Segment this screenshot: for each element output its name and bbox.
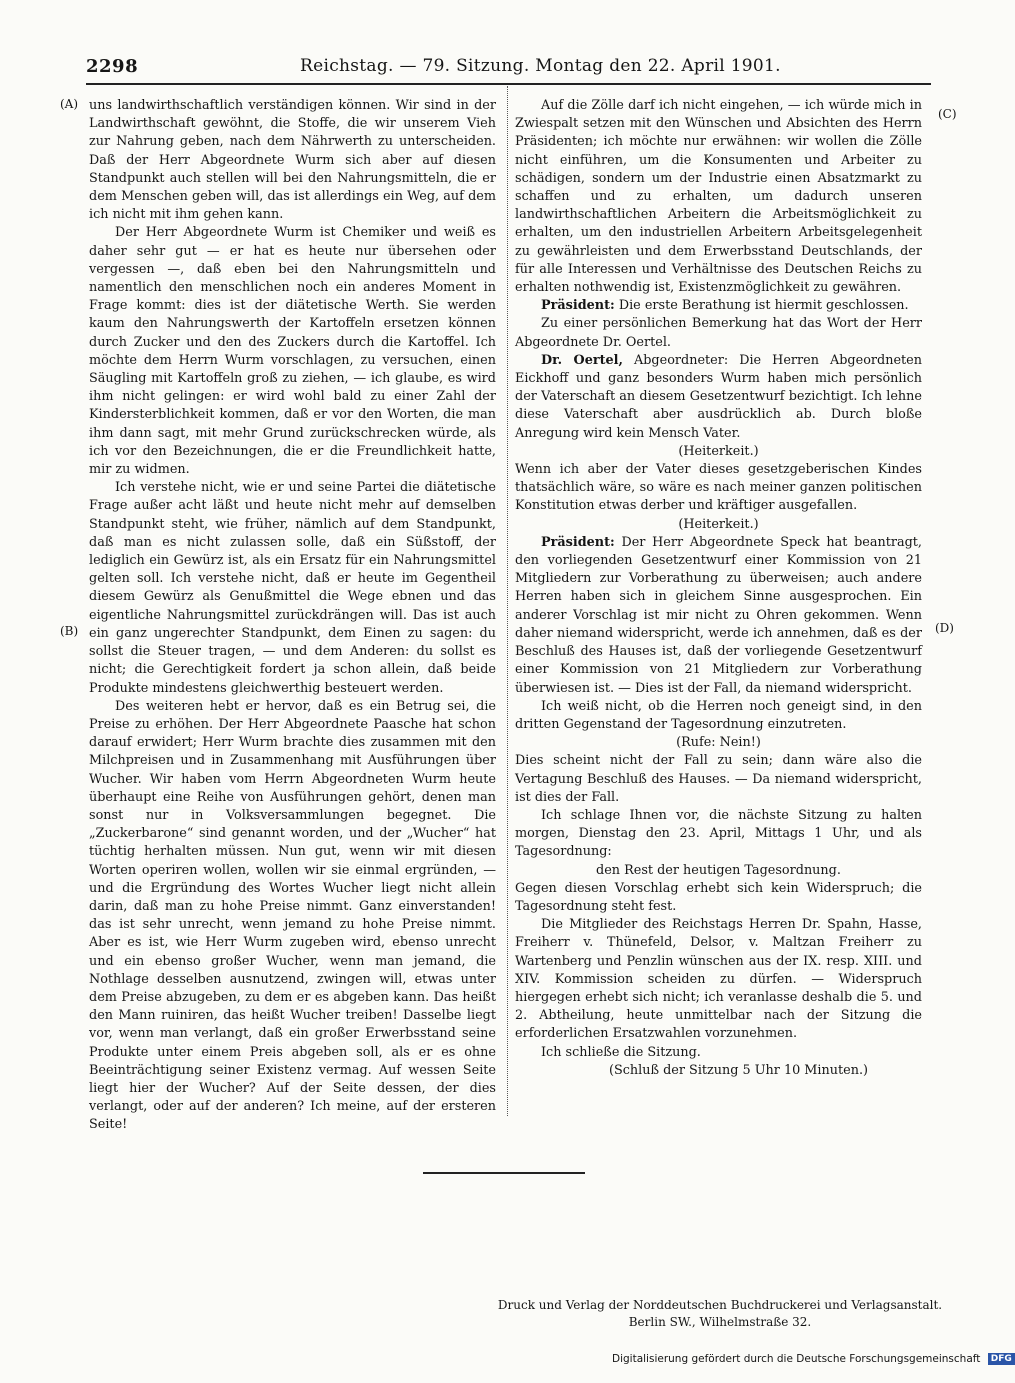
speaker-name: Dr. Oertel, bbox=[541, 352, 623, 368]
left-column bbox=[89, 97, 496, 1135]
paragraph-text: (Heiterkeit.) bbox=[678, 443, 759, 459]
header-rule bbox=[86, 83, 931, 85]
paragraph-text: Ich schließe die Sitzung. bbox=[541, 1044, 701, 1060]
paragraph bbox=[515, 534, 922, 698]
paragraph-text: (Schluß der Sitzung 5 Uhr 10 Minuten.) bbox=[608, 1062, 869, 1078]
paragraph-text: (Rufe: Nein!) bbox=[676, 735, 761, 751]
stage-direction bbox=[515, 1062, 922, 1080]
right-column bbox=[515, 97, 922, 1080]
paragraph bbox=[515, 461, 922, 516]
margin-mark-b: (B) bbox=[60, 624, 79, 638]
column-divider bbox=[507, 86, 508, 1116]
paragraph-text: Abgeordneter: Die Herren Abgeordneten Eickhoff und ganz besonders Wurm haben mich persönlich der Vaterschaft an diesem Gesetzentwurf bezichtigt. Ich lehne diese Vaterschaft aber ausdrücklich ab. Durch bloße Anregung wird kein Mensch Vater. bbox=[515, 352, 922, 441]
stage-direction bbox=[515, 734, 922, 752]
credit-text: Digitalisierung gefördert durch die Deutsche Forschungsgemeinschaft bbox=[612, 1353, 981, 1365]
paragraph bbox=[515, 698, 922, 734]
paragraph-text: Die erste Berathung ist hiermit geschlossen. bbox=[614, 298, 909, 314]
margin-mark-d: (D) bbox=[935, 621, 954, 635]
paragraph-text: Zu einer persönlichen Bemerkung hat das Wort der Herr Abgeordnete Dr. Oertel. bbox=[515, 316, 922, 350]
end-rule bbox=[423, 1172, 585, 1174]
paragraph-text: Gegen diesen Vorschlag erhebt sich kein Widerspruch; die Tagesordnung steht fest. bbox=[515, 880, 922, 914]
paragraph-text: den Rest der heutigen Tagesordnung. bbox=[596, 862, 841, 878]
running-head: Reichstag. — 79. Sitzung. Montag den 22. April 1901. bbox=[300, 56, 781, 76]
paragraph bbox=[515, 916, 922, 1043]
paragraph: Ich verstehe nicht, wie er und seine Partei die diätetische Frage außer acht läßt und heute nicht mehr auf demselben Standpunkt steht, wie früher, nämlich auf dem Standpunkt, daß man es nicht zulassen solle, daß ein Süßstoff, der lediglich ein Gewürz ist, als ein Ersatz für ein Nahrungsmittel gelten soll. Ich verstehe nicht, daß er heute im Gegentheil diesem Gewürz als Genußmittel die Wege ebnen und das eigentliche Nahrungsmittel zurückdrängen will. Das ist auch ein ganz ungerechter Standpunkt, dem Einen zu sagen: du sollst die Steuer tragen, — und dem Anderen: du sollst es nicht; die Gerechtigkeit fordert ja schon allein, daß beide Produkte mindestens gleichwerthig besteuert werden. bbox=[89, 480, 496, 696]
stage-direction bbox=[515, 862, 922, 880]
page-header bbox=[86, 54, 931, 82]
paragraph bbox=[515, 880, 922, 916]
speaker-name: Präsident: bbox=[541, 534, 615, 550]
imprint-line-1: Druck und Verlag der Norddeutschen Buchdruckerei und Verlagsanstalt. bbox=[497, 1298, 943, 1312]
paragraph-text: Dies scheint nicht der Fall zu sein; dann wäre also die Vertagung Beschluß des Hauses. — Da niemand widerspricht, ist dies der Fall. bbox=[515, 753, 922, 805]
paragraph bbox=[515, 352, 922, 443]
paragraph-text: Ich schlage Ihnen vor, die nächste Sitzung zu halten morgen, Dienstag den 23. April, Mittags 1 Uhr, und als Tagesordnung: bbox=[515, 807, 922, 860]
imprint-line-2: Berlin SW., Wilhelmstraße 32. bbox=[628, 1315, 812, 1329]
paragraph-text: (Heiterkeit.) bbox=[678, 516, 759, 532]
margin-mark-c: (C) bbox=[938, 107, 957, 121]
stage-direction bbox=[515, 443, 922, 461]
page-number: 2298 bbox=[86, 56, 139, 77]
paragraph bbox=[515, 315, 922, 351]
paragraph: Der Herr Abgeordnete Wurm ist Chemiker und weiß es daher sehr gut — er hat es heute nur übersehen oder vergessen —, daß eben bei den Nahrungsmitteln und namentlich den menschlichen noch ein anderes Moment in Frage kommt: dies ist der diätetische Werth. Sie werden kaum den Nahrungswerth der Kartoffeln ersetzen können durch Zucker und den des Zuckers durch die Kartoffel. Ich möchte dem Herrn Wurm vorschlagen, zu versuchen, einen Säugling mit Kartoffeln groß zu ziehen, — ich glaube, es wird ihm nicht gelingen: er wird wohl bald zu einer Zahl der Kindersterblichkeit kommen, daß er vor den Worten, die man ihm dann sagt, mit mehr Grund zurückschrecken würde, als ich vor den Bezeichnungen, die er die Freundlichkeit hatte, mir zu widmen. bbox=[89, 225, 496, 478]
paragraph bbox=[515, 1044, 922, 1062]
speaker-name: Präsident: bbox=[541, 298, 615, 314]
dfg-logo-icon: DFG bbox=[988, 1353, 1015, 1365]
stage-direction bbox=[515, 516, 922, 534]
paragraph bbox=[515, 297, 922, 315]
paragraph-text: Die Mitglieder des Reichstags Herren Dr. Spahn, Hasse, Freiherr v. Thünefeld, Delsor, v. Maltzan Freiherr zu Wartenberg und Penzlin wünschen aus der IX. resp. XIII. und XIV. Kommission scheiden zu dürfen. — Widerspruch hiergegen erhebt sich nicht; ich veranlasse deshalb die 5. und 2. Abtheilung, heute unmittelbar nach der Sitzung die erforderlichen Ersatzwahlen vorzunehmen. bbox=[515, 917, 922, 1042]
paragraph-text: Ich weiß nicht, ob die Herren noch geneigt sind, in den dritten Gegenstand der Tagesordnung einzutreten. bbox=[515, 698, 922, 732]
paragraph bbox=[515, 97, 922, 297]
paragraph bbox=[515, 752, 922, 807]
paragraph bbox=[515, 807, 922, 862]
imprint bbox=[470, 1297, 970, 1331]
paragraph: uns landwirthschaftlich verständigen können. Wir sind in der Landwirthschaft gewöhnt, die Stoffe, die wir unserem Vieh zur Nahrung geben, nach dem Nährwerth zu unterscheiden. Daß der Herr Abgeordnete Wurm sich aber auf diesen Standpunkt auch stellen will bei den Nahrungsmitteln, die er dem Menschen geben will, das ist allerdings ein Weg, auf dem ich nicht mit ihm gehen kann. bbox=[89, 98, 496, 223]
margin-mark-a: (A) bbox=[60, 97, 79, 111]
paragraph-text: Der Herr Abgeordnete Speck hat beantragt, den vorliegenden Gesetzentwurf einer Kommission von 21 Mitgliedern zur Vorberathung zu überweisen; auch andere Herren haben sich in gleichem Sinne ausgesprochen. Ein anderer Vorschlag ist mir nicht zu Ohren gekommen. Wenn daher niemand widerspricht, werde ich annehmen, daß es der Beschluß des Hauses ist, daß der vorliegende Gesetzentwurf einer Kommission von 21 Mitgliedern zur Vorberathung überwiesen ist. — Dies ist der Fall, da niemand widerspricht. bbox=[515, 534, 922, 696]
paragraph-text: Wenn ich aber der Vater dieses gesetzgeberischen Kindes thatsächlich wäre, so wäre es nach meiner ganzen politischen Konstitution etwas derber und kräftiger ausgefallen. bbox=[515, 462, 922, 514]
paragraph: Des weiteren hebt er hervor, daß es ein Betrug sei, die Preise zu erhöhen. Der Herr Abgeordnete Paasche hat schon darauf erwidert; Herr Wurm brachte dies zusammen mit den Milchpreisen und in Zusammenhang mit Ausführungen über Wucher. Wir haben vom Herrn Abgeordneten Wurm heute überhaupt eine Reihe von Ausführungen gehört, denen man sonst nur in Volksversammlungen begegnet. Die „Zuckerbarone“ sind genannt worden, und der „Wucher“ hat tüchtig herhalten müssen. Nun gut, wenn wir mit diesen Worten operiren wollen, wollen wir sie einmal ergründen, — und die Ergründung des Wortes Wucher liegt nicht allein darin, daß man zu hohe Preise nimmt. Ganz einverstanden! das ist sehr unrecht, wenn jemand zu hohe Preise nimmt. Aber es ist, wie Herr Wurm zugeben wird, ebenso unrecht und ein ebenso großer Wucher, wenn man jemand, die Nothlage desselben ausnutzend, zwingen will, etwas unter dem Preise abzugeben, zu dem er es abgeben kann. Das heißt den Mann ruiniren, das heißt Wucher treiben! Dasselbe liegt vor, wenn man verlangt, daß ein großer Erwerbsstand seine Produkte unter einem Preis abgeben soll, als er es ohne Beeinträchtigung seiner Existenz vermag. Auf wessen Seite liegt hier der Wucher? Auf der Seite dessen, der dies verlangt, oder auf der anderen? Ich meine, auf der ersteren Seite! bbox=[89, 698, 496, 1133]
paragraph-text: Auf die Zölle darf ich nicht eingehen, — ich würde mich in Zwiespalt setzen mit den Wünschen und Absichten des Herrn Präsidenten; ich möchte nur erwähnen: wir wollen die Zölle nicht einführen, um die Konsumenten und Arbeiter zu schädigen, sondern um der Industrie einen Absatzmarkt zu schaffen und zu erhalten, um dadurch unseren landwirthschaftlichen Arbeitern die Arbeitsmöglichkeit zu erhalten, um den industriellen Arbeitern Arbeitsgelegenheit zu gewährleisten und dem Erwerbsstand Deutschlands, der für alle Interessen und Verhältnisse des Deutschen Reichs zu erhalten nothwendig ist, Existenzmöglichkeit zu gewähren. bbox=[515, 98, 922, 296]
digitization-credit bbox=[612, 1353, 1015, 1365]
